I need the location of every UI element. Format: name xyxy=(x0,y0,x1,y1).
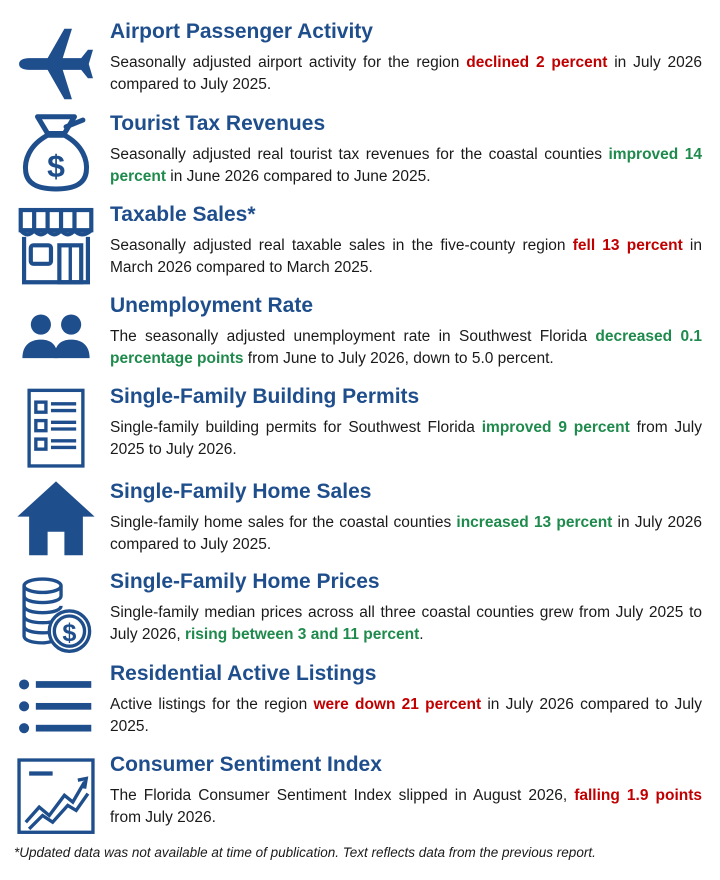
indicator-highlight: increased 13 percent xyxy=(456,514,613,531)
indicator-title: Unemployment Rate xyxy=(110,294,314,317)
people-icon xyxy=(14,296,98,380)
svg-text:$: $ xyxy=(62,619,77,648)
footnote: *Updated data was not available at time of publication. Text reflects data from the previous report. xyxy=(14,845,596,860)
indicator-title: Single-Family Building Permits xyxy=(110,385,420,408)
indicator-title: Tourist Tax Revenues xyxy=(110,112,326,135)
indicator-highlight: improved 14 percent xyxy=(110,146,702,185)
indicator-description: Seasonally adjusted airport activity for the region declined 2 percent in July 2026 compared to July 2025. xyxy=(110,54,702,93)
coins-icon xyxy=(14,574,98,658)
document-list-icon xyxy=(14,387,98,471)
indicator-description: Single-family home sales for the coastal counties increased 13 percent in July 2026 compared to July 2025. xyxy=(110,514,702,553)
indicator-description: The seasonally adjusted unemployment rate in Southwest Florida decreased 0.1 percentage points from June to July 2026, down to 5.0 percent. xyxy=(110,328,702,367)
indicator-description: Single-family median prices across all three coastal counties grew from July 2025 to July 2026, rising between 3 and 11 percent. xyxy=(110,604,702,643)
indicator-highlight: decreased 0.1 percentage points xyxy=(110,328,702,367)
indicator-highlight: declined 2 percent xyxy=(466,54,608,71)
house-icon xyxy=(14,478,98,562)
indicator-title: Single-Family Home Sales xyxy=(110,480,372,503)
indicator-description: The Florida Consumer Sentiment Index slipped in August 2026, falling 1.9 points from July 2026. xyxy=(110,787,702,826)
indicator-title: Taxable Sales* xyxy=(110,203,256,226)
indicator-highlight: fell 13 percent xyxy=(572,237,683,254)
indicator-description: Seasonally adjusted real tourist tax revenues for the coastal counties improved 14 percent in June 2026 compared to June 2025. xyxy=(110,146,702,185)
airplane-icon xyxy=(14,22,98,106)
svg-text:$: $ xyxy=(47,148,65,185)
indicator-highlight: were down 21 percent xyxy=(313,696,482,713)
indicator-title: Single-Family Home Prices xyxy=(110,570,380,593)
storefront-icon xyxy=(14,205,98,289)
money-bag-icon xyxy=(14,110,98,194)
indicator-title: Residential Active Listings xyxy=(110,662,377,685)
indicator-description: Seasonally adjusted real taxable sales in the five-county region fell 13 percent in March 2026 compared to March 2025. xyxy=(110,237,702,276)
indicator-highlight: improved 9 percent xyxy=(481,419,630,436)
trend-chart-icon xyxy=(14,755,98,839)
indicator-description: Single-family building permits for Southwest Florida improved 9 percent from July 2025 to July 2026. xyxy=(110,419,702,458)
indicator-title: Airport Passenger Activity xyxy=(110,20,373,43)
indicator-description: Active listings for the region were down 21 percent in July 2026 compared to July 2025. xyxy=(110,696,703,735)
indicator-highlight: falling 1.9 points xyxy=(574,787,702,804)
bullet-list-icon xyxy=(14,666,98,750)
indicator-highlight: rising between 3 and 11 percent xyxy=(184,626,420,643)
indicator-title: Consumer Sentiment Index xyxy=(110,753,382,776)
